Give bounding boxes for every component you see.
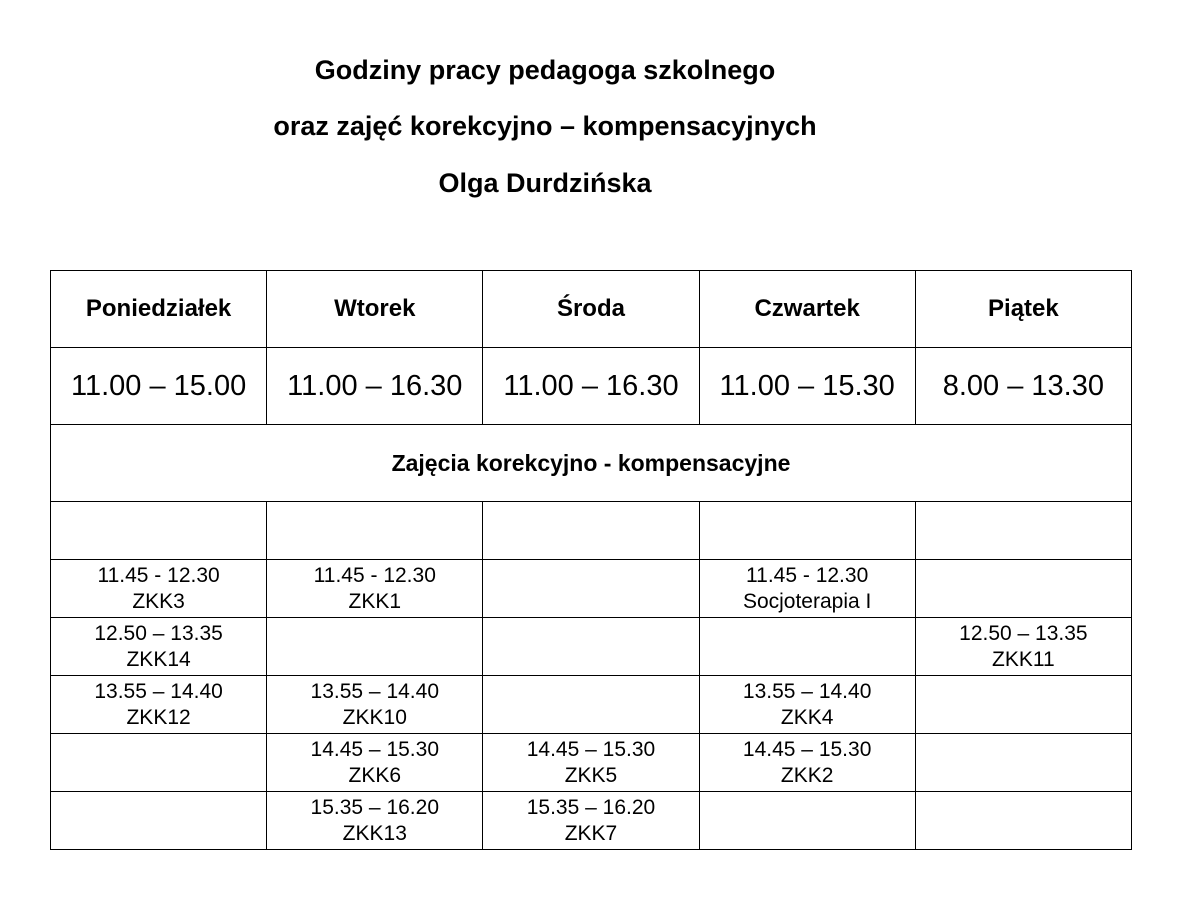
hours-friday: 8.00 – 13.30	[915, 348, 1131, 425]
slot-cell	[483, 792, 699, 850]
slot-cell	[51, 618, 267, 676]
slot-cell	[699, 676, 915, 734]
empty-cell	[483, 502, 699, 560]
slot-activity: ZKK5	[564, 763, 618, 787]
slot-time: 15.35 – 16.20	[526, 795, 656, 819]
slot-activity: ZKK14	[126, 647, 191, 671]
slot-cell	[915, 618, 1131, 676]
slot-time: 11.45 - 12.30	[313, 563, 436, 587]
empty-row	[51, 502, 1132, 560]
day-header-monday: Poniedziałek	[51, 271, 267, 348]
empty-cell	[915, 502, 1131, 560]
hours-monday: 11.00 – 15.00	[51, 348, 267, 425]
empty-cell	[51, 502, 267, 560]
day-header-tuesday: Wtorek	[267, 271, 483, 348]
slot-activity: ZKK7	[564, 821, 618, 845]
slot-time: 13.55 – 14.40	[94, 679, 223, 703]
empty-cell	[699, 502, 915, 560]
slot-cell	[51, 676, 267, 734]
section-title: Zajęcia korekcyjno - kompensacyjne	[51, 425, 1132, 502]
title-line-2: oraz zajęć korekcyjno – kompensacyjnych	[273, 111, 817, 141]
slot-time: 11.45 - 12.30	[97, 563, 220, 587]
slot-activity: ZKK6	[348, 763, 402, 787]
hours-tuesday: 11.00 – 16.30	[267, 348, 483, 425]
slot-cell	[51, 792, 267, 850]
slot-activity: ZKK12	[126, 705, 191, 729]
schedule-table	[50, 270, 1132, 850]
slot-activity: ZKK10	[342, 705, 407, 729]
slot-cell	[267, 676, 483, 734]
slot-row	[51, 676, 1132, 734]
slot-cell	[483, 560, 699, 618]
slot-time: 14.45 – 15.30	[742, 737, 872, 761]
slot-cell	[267, 560, 483, 618]
slot-cell	[915, 734, 1131, 792]
slot-cell	[915, 676, 1131, 734]
empty-cell	[267, 502, 483, 560]
slot-cell	[51, 734, 267, 792]
slot-time: 13.55 – 14.40	[310, 679, 439, 703]
slot-activity: Socjoterapia I	[742, 589, 872, 613]
title-line-1: Godziny pracy pedagoga szkolnego	[314, 55, 776, 85]
section-title-row	[51, 425, 1132, 502]
slot-cell	[267, 792, 483, 850]
slot-time: 12.50 – 13.35	[959, 621, 1088, 645]
slot-cell	[267, 734, 483, 792]
slot-activity: ZKK2	[780, 763, 834, 787]
day-header-friday: Piątek	[915, 271, 1131, 348]
slot-activity: ZKK4	[780, 705, 834, 729]
slot-cell	[915, 560, 1131, 618]
slot-cell	[915, 792, 1131, 850]
slot-row	[51, 618, 1132, 676]
slot-activity: ZKK1	[348, 589, 402, 613]
slot-cell	[483, 618, 699, 676]
day-header-thursday: Czwartek	[699, 271, 915, 348]
slot-time: 13.55 – 14.40	[742, 679, 872, 703]
slot-time: 12.50 – 13.35	[94, 621, 223, 645]
slot-cell	[699, 792, 915, 850]
slot-row	[51, 792, 1132, 850]
day-header-wednesday: Środa	[483, 271, 699, 348]
teacher-name: Olga Durdzińska	[438, 168, 652, 198]
slot-time: 14.45 – 15.30	[526, 737, 656, 761]
slot-time: 15.35 – 16.20	[310, 795, 439, 819]
slot-time: 14.45 – 15.30	[310, 737, 439, 761]
slot-cell	[483, 734, 699, 792]
hours-thursday: 11.00 – 15.30	[699, 348, 915, 425]
slot-activity: ZKK11	[992, 647, 1055, 671]
slot-activity: ZKK3	[132, 589, 185, 613]
slot-time: 11.45 - 12.30	[746, 563, 869, 587]
working-hours-row	[51, 348, 1132, 425]
slot-cell	[699, 618, 915, 676]
slot-cell	[51, 560, 267, 618]
days-header-row	[51, 271, 1132, 348]
slot-row	[51, 560, 1132, 618]
slot-cell	[699, 560, 915, 618]
slot-cell	[699, 734, 915, 792]
slot-cell	[267, 618, 483, 676]
hours-wednesday: 11.00 – 16.30	[483, 348, 699, 425]
slot-activity: ZKK13	[342, 821, 407, 845]
slot-row	[51, 734, 1132, 792]
slot-cell	[483, 676, 699, 734]
